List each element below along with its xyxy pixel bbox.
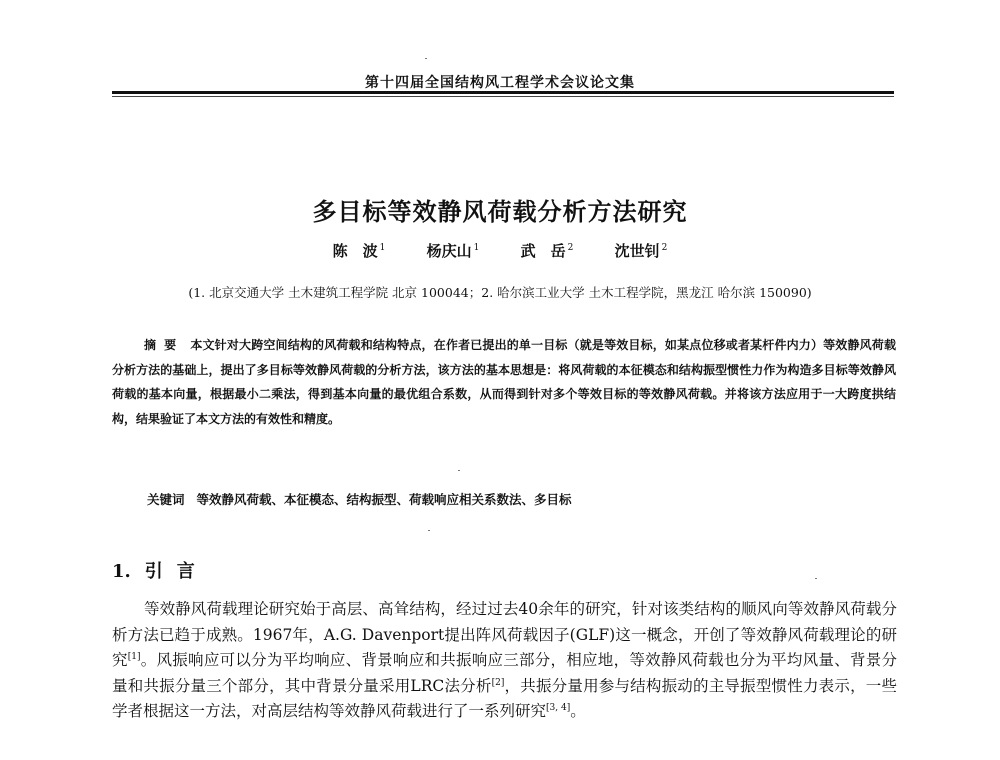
citation: [3, 4]: [546, 702, 571, 713]
header-rule-thin: [112, 96, 894, 97]
author-1: 陈 波 $^1$: [332, 242, 386, 260]
keywords-text: 等效静风荷载、本征模态、结构振型、荷载响应相关系数法、多目标: [196, 492, 572, 507]
affiliation: (1. 北京交通大学 土木建筑工程学院 北京 100044；2. 哈尔滨工业大学 土木工程学院，黑龙江 哈尔滨 150090): [188, 285, 812, 300]
body-text: [112, 597, 897, 725]
author-4: 沈世钊 $^2$: [614, 242, 668, 260]
citation: [2]: [491, 677, 505, 688]
scan-speck: [425, 58, 427, 59]
header-rule-thick: [112, 91, 894, 94]
author-list: [0, 240, 1000, 261]
section-title: 引言: [144, 561, 209, 582]
section-heading: [112, 557, 209, 583]
scan-speck: [428, 530, 430, 531]
author-2: 杨庆山 $^1$: [426, 242, 480, 260]
keywords-label: 关键词: [147, 492, 185, 507]
paragraph: 等效静风荷载理论研究始于高层、高耸结构，经过过去40余年的研究，针对该类结构的顺风向等效静风荷载分析方法已趋于成熟。1967年，A.G. Davenport提出阵风荷载因子(GLF)这一概念，开创了等效静风荷载理论的研究[1]。风振响应可以分为平均响应、背景响应和共振响应三部分，相应地，等效静风荷载也分为平均风量、背景分量和共振分量三个部分，其中背景分量采用LRC法分析[2]，共振分量用参与结构振动的主导振型惯性力表示，一些学者根据这一方法，对高层结构等效静风荷载进行了一系列研究[3, 4]。: [112, 600, 897, 720]
scan-speck: [815, 578, 817, 579]
abstract: [112, 333, 896, 431]
keywords: [147, 490, 896, 508]
paper-title: 多目标等效静风荷载分析方法研究: [312, 198, 688, 226]
proceedings-header: 第十四届全国结构风工程学术会议论文集: [365, 75, 635, 91]
citation: [1]: [127, 651, 141, 662]
scan-speck: [458, 470, 460, 471]
abstract-label: 摘要: [144, 338, 185, 352]
abstract-text: 本文针对大跨空间结构的风荷载和结构特点，在作者已提出的单一目标（就是等效目标，如某点位移或者某杆件内力）等效静风荷载分析方法的基础上，提出了多目标等效静风荷载的分析方法，该方法的基本思想是：将风荷载的本征模态和结构振型惯性力作为构造多目标等效静风荷载的基本向量，根据最小二乘法，得到基本向量的最优组合系数，从而得到针对多个等效目标的等效静风荷载。并将该方法应用于一大跨度拱结构，结果验证了本文方法的有效性和精度。: [112, 338, 896, 426]
section-number: 1.: [112, 561, 131, 582]
author-3: 武 岳 $^2$: [520, 242, 574, 260]
